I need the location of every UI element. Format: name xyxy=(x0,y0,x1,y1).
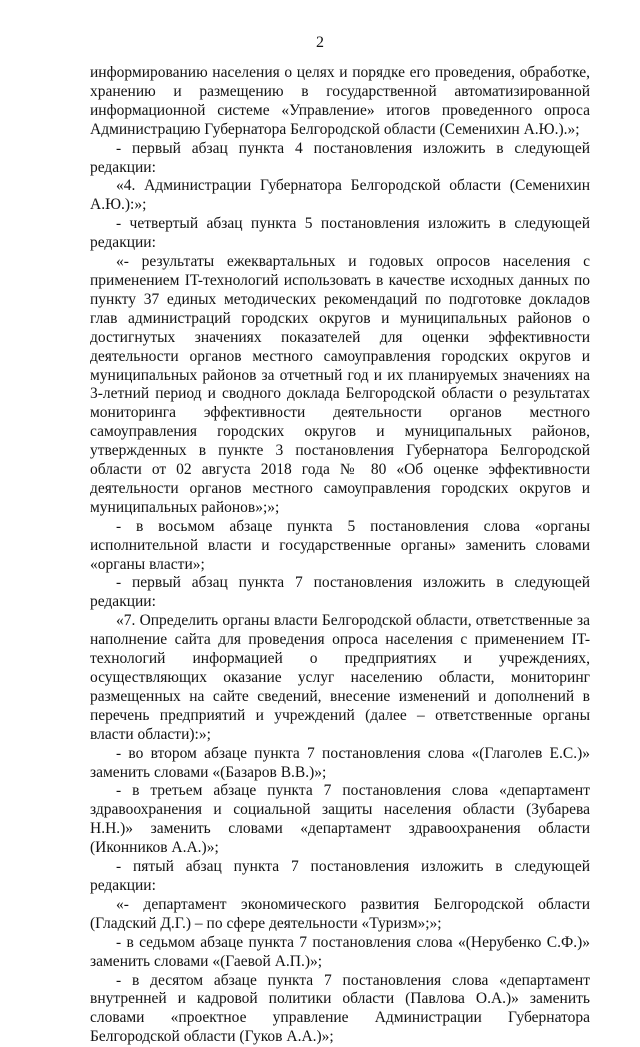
paragraph-amendment-point-7-seventh: - в седьмом абзаце пункта 7 постановления слова «(Нерубенко С.Ф.)» заменить словами «(Гаевой А.П.)»; xyxy=(90,934,590,972)
document-body xyxy=(90,64,590,1047)
paragraph-quote-point-7: «7. Определить органы власти Белгородской области, ответственные за наполнение сайта для проведения опроса населения с применением IT-технологий информацией о предприятиях и учреждениях, осуществляющих оказание услуг населению области, мониторинг размещенных на сайте сведений, внесение изменений и дополнений в перечень предприятий и учреждений (далее – ответственные органы власти области):»; xyxy=(90,612,590,744)
paragraph-amendment-point-7-fifth: - пятый абзац пункта 7 постановления изложить в следующей редакции: xyxy=(90,858,590,896)
paragraph-continuation: информированию населения о целях и порядке его проведения, обработке, хранению и размещению в государственной автоматизированной информационной системе «Управление» итогов проведенного опроса Администрацию Губернатора Белгородской области (Семенихин А.Ю.).»; xyxy=(90,64,590,140)
paragraph-amendment-point-7-tenth: - в десятом абзаце пункта 7 постановления слова «департамент внутренней и кадровой политики области (Павлова О.А.)» заменить словами «проектное управление Администрации Губернатора Белгородской области (Гуков А.А.)»; xyxy=(90,972,590,1047)
paragraph-amendment-point-4: - первый абзац пункта 4 постановления изложить в следующей редакции: xyxy=(90,140,590,178)
paragraph-amendment-point-7-second: - во втором абзаце пункта 7 постановления слова «(Глаголев Е.С.)» заменить словами «(Базаров В.В.)»; xyxy=(90,745,590,783)
page-number: 2 xyxy=(0,34,640,52)
paragraph-quote-point-4: «4. Администрации Губернатора Белгородской области (Семенихин А.Ю.):»; xyxy=(90,177,590,215)
paragraph-amendment-point-5-eighth: - в восьмом абзаце пункта 5 постановления слова «органы исполнительной власти и государственные органы» заменить словами «органы власти»; xyxy=(90,518,590,575)
paragraph-amendment-point-7-third: - в третьем абзаце пункта 7 постановления слова «департамент здравоохранения и социальной защиты населения области (Зубарева Н.Н.)» заменить словами «департамент здравоохранения области (Иконников А.А.)»; xyxy=(90,782,590,858)
paragraph-amendment-point-5: - четвертый абзац пункта 5 постановления изложить в следующей редакции: xyxy=(90,215,590,253)
paragraph-amendment-point-7: - первый абзац пункта 7 постановления изложить в следующей редакции: xyxy=(90,574,590,612)
paragraph-quote-point-5: «- результаты ежеквартальных и годовых опросов населения с применением IT-технологий использовать в качестве исходных данных по пункту 37 единых методических рекомендаций по подготовке докладов глав администраций городских округов и муниципальных районов о достигнутых значениях показателей для оценки эффективности деятельности органов местного самоуправления городских округов и муниципальных районов за отчетный год и их планируемых значениях на 3-летний период и сводного доклада Белгородской области о результатах мониторинга эффективности деятельности органов местного самоуправления городских округов и муниципальных районов, утвержденных в пункте 3 постановления Губернатора Белгородской области от 02 августа 2018 года № 80 «Об оценке эффективности деятельности органов местного самоуправления городских округов и муниципальных районов»;»; xyxy=(90,253,590,518)
paragraph-quote-point-7-fifth: «- департамент экономического развития Белгородской области (Гладский Д.Г.) – по сфере деятельности «Туризм»;»; xyxy=(90,896,590,934)
